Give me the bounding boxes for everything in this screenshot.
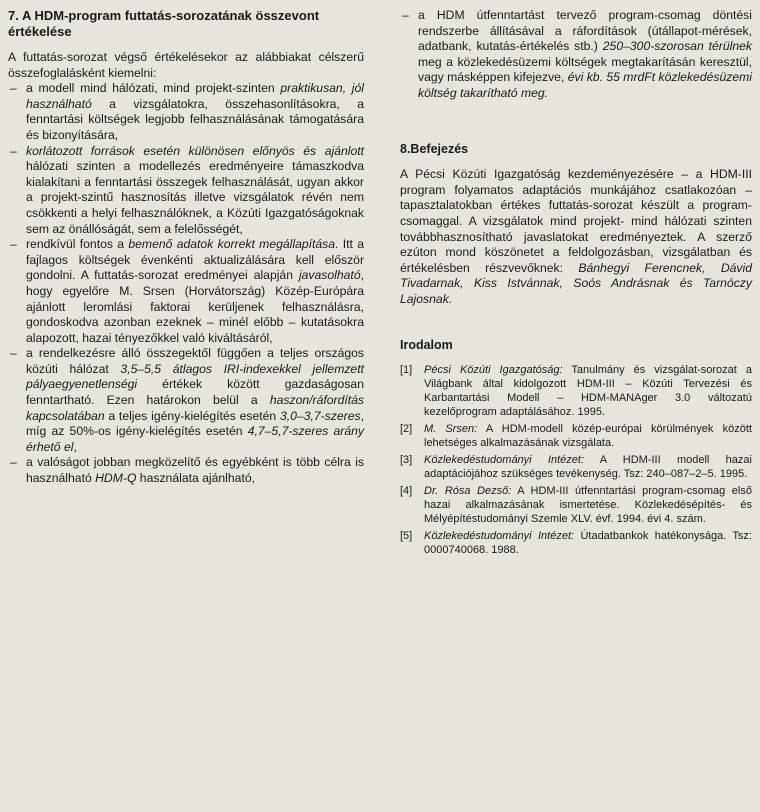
reference-item [400, 529, 752, 557]
reference-number: [4] [400, 485, 413, 498]
italic-text-run: haszon/ráfordítás kapcsolatában [26, 393, 364, 423]
reference-item [400, 363, 752, 419]
text-run: meg a közlekedésüzemi költségek megtakarításán keresztül, vagy másképpen kifejezve, [418, 54, 752, 85]
reference-number: [2] [400, 423, 413, 436]
text-run: a vizsgálatokra, összehasonlításokra, a fenntartási költségek legjobb felhasználásának támogatására és bizonyítására, [26, 96, 364, 142]
text-run: értékek között gazdaságosan fenntartható. Ezen határokon belül a [26, 377, 364, 408]
text-run: a HDM útfenntartást tervező program-csomag döntési rendszerbe állításával a ráfordítások (útállapot-mérések, adatbank, kutatás-értékelés stb.) [418, 8, 752, 54]
bullet-item [8, 81, 364, 143]
text-run: a rendelkezésre álló összegektől függően a teljes országos közúti hálózat [26, 346, 364, 376]
section-7-bullet-list [8, 81, 364, 486]
italic-text-run: M. Srsen: [424, 423, 478, 436]
right-column [400, 8, 752, 560]
italic-text-run: 4,7–5,7-szeres arány érhető el [26, 424, 364, 454]
bullet-item [400, 8, 752, 102]
text-run: használata ajánlható, [136, 471, 256, 486]
text-run: A HDM-modell közép-európai körülmények között lehetséges alkalmazásának vizsgálata. [424, 423, 752, 450]
bullet-item [8, 237, 364, 346]
text-run: a teljes igény-kielégítés esetén [104, 408, 280, 423]
reference-number: [5] [400, 530, 413, 543]
text-run: , míg az 50%-os igény-kielégítés esetén [26, 408, 364, 439]
section-7-title: 7. A HDM-program futtatás-sorozatának összevont értékelése [8, 8, 320, 39]
section-7-intro: A futtatás-sorozat végső értékelésekor az alábbiakat célszerű összefoglalásként kiemelni: [8, 50, 364, 80]
reference-number: [3] [400, 454, 413, 467]
text-run: rendkívül fontos a [26, 237, 129, 252]
references-title: Irodalom [400, 337, 453, 352]
reference-item [400, 453, 752, 481]
text-run: hálózati szinten a modellezés eredményeire támaszkodva kialakítani a fenntartási összegek felhasználását, ugyan akkor a projekt-szintű hasznosítás illetve vizsgálatok révén nem csökkenti a helyi felhasználóknek, a Közúti Igazgatóságoknak sem az önállóságát, sem a felelősségét, [26, 159, 364, 236]
text-run: Tanulmány és vizsgálat-sorozat a Világbank által kidolgozott HDM-III – Közúti Tervezési és Karbantartási Modell – HDM-MANAger 3.0 változatú kezelőprogram adaptálásához. 1995. [424, 364, 752, 419]
section-8-title: 8.Befejezés [400, 141, 469, 156]
italic-text-run: Pécsi Közúti Igazgatóság: [424, 364, 563, 377]
italic-text-run: Bánhegyi Ferencnek, Dávid Tivadarnak, Kiss Istvánnak, Soós Andrásnak és Tarnóczy Lajosnak. [400, 260, 752, 306]
reference-list [400, 363, 752, 557]
italic-text-run: Dr. Rósa Dezső: [424, 485, 512, 498]
italic-text-run: Közlekedéstudományi Intézet: [424, 454, 585, 467]
text-run: A HDM-III modell hazai adaptációjához szükséges tevékenység. Tsz: 240–087–2–5. 1995. [424, 454, 752, 481]
text-run: . Itt a fajlagos költségek évenkénti aktualizálására kell először gondolni. A futtatás-sorozat eredményei alapján [26, 237, 364, 283]
text-run: Útadatbankok hatékonysága. Tsz: 0000740068. 1988. [424, 530, 752, 557]
italic-text-run: Közlekedéstudományi Intézet: [424, 530, 575, 543]
italic-text-run: praktikusan, jól használható [26, 81, 364, 111]
text-run: , [73, 439, 77, 454]
italic-text-run: HDM-Q [95, 471, 137, 486]
section-8-body [400, 167, 752, 307]
text-run: A Pécsi Közúti Igazgatóság kezdeményezésére – a HDM-III program folyamatos adaptációs munkájához csatlakozóan – tapasztalatokban értékes futtatás-sorozat készült a program-csomaggal. A vizsgálatok mind projekt- mind hálózati szinten továbbhasznosítható javaslatokat eredményeztek. A szerző ezúton mond köszönetet a feldolgozásban, vizsgálatban és értékelésben részvevőknek: [400, 167, 752, 275]
italic-text-run: javasolható [298, 268, 361, 283]
bullet-item [8, 144, 364, 238]
italic-text-run: korlátozott források esetén különösen előnyös és ajánlott [26, 143, 364, 158]
section-7-bullet-list-continued [400, 8, 752, 102]
italic-text-run: 250–300-szorosan térülnek [602, 39, 753, 54]
reference-item [400, 484, 752, 526]
text-run: A HDM-III útfenntartási program-csomag első hazai alkalmazásának ismertetése. Közlekedésépítés- és Mélyépítéstudományi Szemle XLV. évf. 1994. évi 4. szám. [424, 485, 752, 526]
italic-text-run: évi kb. 55 mrdFt közlekedésüzemi költség takarítható meg. [418, 70, 752, 100]
italic-text-run: bemenő adatok korrekt megállapítása [128, 237, 336, 252]
bullet-item [8, 346, 364, 455]
text-run: a modell mind hálózati, mind projekt-szinten [26, 81, 281, 96]
text-run: , hogy egyelőre M. Srsen (Horvátország) Közép-Európára ajánlott leromlási faktorai kerüljenek felhasználásra, gondoskodva azonban ezeknek – minél előbb – kutatásokra alapozott, hazai tényezőkkel való kiváltásáról, [26, 268, 364, 345]
italic-text-run: 3,5–5,5 átlagos IRI-indexekkel jellemzett pályaegyenetlenségi [26, 361, 364, 392]
reference-number: [1] [400, 364, 413, 377]
bullet-item [8, 455, 364, 486]
italic-text-run: 3,0–3,7-szeres [279, 408, 361, 423]
text-run: a valóságot jobban megközelítő és egyébként is több célra is használható [26, 455, 364, 486]
left-column [8, 8, 364, 487]
reference-item [400, 422, 752, 450]
